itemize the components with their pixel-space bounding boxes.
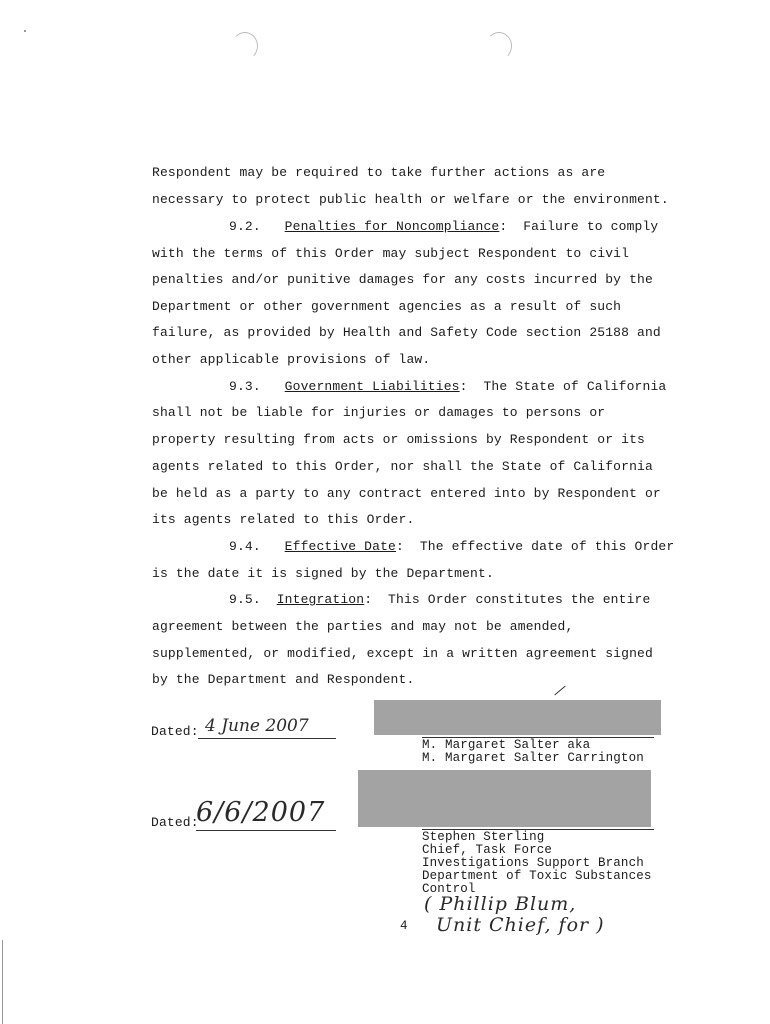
section-number: 9.5. <box>229 592 261 607</box>
section-number: 9.3. <box>229 379 261 394</box>
body-line: necessary to protect public health or welfare or the environment. <box>152 192 669 207</box>
signature-stroke <box>554 686 565 696</box>
punch-hole-mark <box>232 32 258 60</box>
body-line: by the Department and Respondent. <box>152 672 415 687</box>
body-line: shall not be liable for injuries or damages to persons or <box>152 405 606 420</box>
handwritten-note: Unit Chief, for ) <box>436 914 605 936</box>
section-heading: Government Liabilities <box>284 379 460 394</box>
section-9-5 <box>229 592 650 608</box>
body-line: with the terms of this Order may subject Respondent to civil <box>152 246 630 261</box>
body-line: supplemented, or modified, except in a written agreement signed <box>152 646 653 661</box>
body-line: be held as a party to any contract entered into by Respondent or <box>152 486 661 501</box>
date-underline <box>198 738 336 739</box>
body-line: agreement between the parties and may not be amended, <box>152 619 574 634</box>
body-line: penalties and/or punitive damages for any costs incurred by the <box>152 272 653 287</box>
punch-hole-mark <box>486 32 512 60</box>
scan-edge-line <box>2 940 3 1024</box>
body-line: is the date it is signed by the Department. <box>152 566 494 581</box>
body-line: Respondent may be required to take further actions as are <box>152 165 606 180</box>
section-text: : The effective date of this Order <box>396 539 675 554</box>
handwritten-note: ( Phillip Blum, <box>424 893 577 915</box>
redacted-signature <box>374 700 661 735</box>
section-9-2 <box>229 219 658 235</box>
signer-branch: Investigations Support Branch <box>422 856 644 870</box>
section-number: 9.2. <box>229 219 261 234</box>
signer-name: Stephen Sterling <box>422 830 545 844</box>
section-text: : This Order constitutes the entire <box>364 592 651 607</box>
handwritten-date: 6/6/2007 <box>196 797 326 828</box>
body-line: its agents related to this Order. <box>152 512 415 527</box>
dated-label: Dated: <box>151 724 199 739</box>
section-9-4 <box>229 539 674 555</box>
section-number: 9.4. <box>229 539 261 554</box>
section-heading: Integration <box>276 592 365 607</box>
section-heading: Penalties for Noncompliance <box>284 219 500 234</box>
signer-name: M. Margaret Salter Carrington <box>422 751 644 765</box>
section-heading: Effective Date <box>284 539 396 554</box>
signer-name: M. Margaret Salter aka <box>422 738 591 752</box>
signer-department: Department of Toxic Substances <box>422 869 652 883</box>
section-9-3 <box>229 379 666 395</box>
date-underline <box>196 830 336 831</box>
body-line: agents related to this Order, nor shall the State of California <box>152 459 653 474</box>
signer-title: Chief, Task Force <box>422 843 553 857</box>
body-line: property resulting from acts or omissions by Respondent or its <box>152 432 645 447</box>
section-text: : The State of California <box>459 379 667 394</box>
dated-label: Dated: <box>151 815 199 830</box>
signer-department: Control <box>422 882 476 896</box>
scan-speck <box>24 30 26 32</box>
redacted-signature <box>358 770 651 827</box>
page-number: 4 <box>400 919 408 933</box>
body-line: failure, as provided by Health and Safety Code section 25188 and <box>152 325 661 340</box>
section-text: : Failure to comply <box>499 219 659 234</box>
body-line: Department or other government agencies as a result of such <box>152 299 622 314</box>
handwritten-date: 4 June 2007 <box>205 716 309 736</box>
body-line: other applicable provisions of law. <box>152 352 431 367</box>
